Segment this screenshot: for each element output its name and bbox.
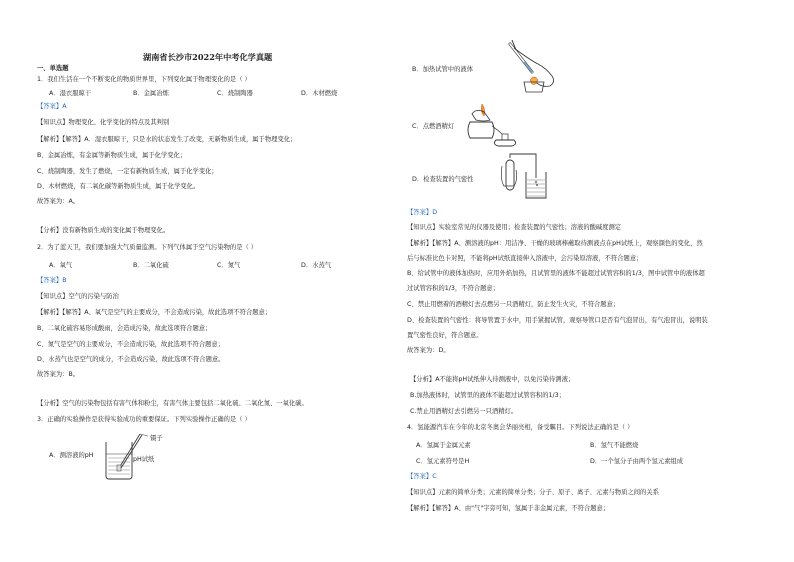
ph-paper-label: pH试纸 <box>133 456 155 463</box>
q1-answer: 【答案】A <box>37 103 67 110</box>
q1-option-a: A．湿衣服晾干 <box>49 90 92 97</box>
q3-knowledge: 【知识点】实验室常见的仪器及使用；检查装置的气密性；溶液的酸碱度测定 <box>407 224 622 231</box>
q2-knowledge: 【知识点】空气的污染与防治 <box>37 293 119 300</box>
q1-option-c: C．烧制陶器 <box>217 90 253 97</box>
q4-answer: 【答案】C <box>407 473 437 480</box>
lamps-figure <box>462 100 522 146</box>
q4-analysis: 【解析】【解答】A、由"气"字旁可知，氢属于非金属元素，不符合题意； <box>407 505 610 512</box>
q1-option-d: D．木材燃烧 <box>301 90 338 97</box>
q3-option-c: C．点燃酒精灯 <box>412 123 455 130</box>
q3-stem: 3．正确的实验操作是获得实验成功的重要保证。下列实验操作正确的是（ ） <box>37 416 251 423</box>
airtight-figure <box>492 152 552 202</box>
q3-option-d: D．检查装置的气密性 <box>412 176 474 183</box>
q4-option-b: B．氢气不能燃烧 <box>590 442 639 449</box>
q4-option-c: C．氢元素符号是H <box>416 458 470 465</box>
q2-option-b: B．二氧化硫 <box>133 262 169 269</box>
q2-final: 故答案为：B。 <box>37 371 80 378</box>
q3-option-a: A．测溶液的pH <box>49 452 94 459</box>
q4-option-d: D．一个氢分子由两个氢元素组成 <box>590 458 684 465</box>
q1-option-b: B．金属冶炼 <box>133 90 169 97</box>
q1-note: 【分析】没有新物质生成的变化属于物理变化。 <box>37 227 170 234</box>
q2-analysis-c: C、氮气是空气的主要成分，不会造成污染，故此选项不符合题意； <box>37 341 225 348</box>
q3-analysis-a2: 后与标准比色卡对照，不能将pH试纸直接伸入溶液中，会污染原溶液，不符合题意； <box>407 255 643 262</box>
q3-option-b: B．加热试管中的液体 <box>412 66 473 73</box>
q2-option-d: D．水蒸气 <box>301 262 332 269</box>
q4-knowledge: 【知识点】元素的简单分类；元素的简单分类；分子、原子、离子、元素与物质之间的关系 <box>407 489 659 496</box>
q2-answer: 【答案】B <box>37 277 67 284</box>
ph-test-figure <box>100 432 160 482</box>
q3-answer: 【答案】D <box>407 209 438 216</box>
q3-note-3: C.禁止用酒精灯去引燃另一只酒精灯。 <box>410 408 518 415</box>
section-heading: 一、单选题 <box>37 65 69 72</box>
q2-option-a: A．氧气 <box>49 262 73 269</box>
q2-note: 【分析】空气的污染物包括有害气体和粉尘，有害气体主要包括二氧化硫、二氧化氮、一氧化碳。 <box>37 400 308 407</box>
q3-note-1: 【分析】A不能将pH试纸伸入待测液中，以免污染待测液； <box>410 376 575 383</box>
q1-analysis-d: D、木材燃烧，有二氧化碳等新物质生成，属于化学变化。 <box>37 183 200 190</box>
q4-option-a: A．氢属于金属元素 <box>416 442 471 449</box>
tweezers-label: 镊子 <box>150 435 163 442</box>
q3-analysis-d2: 置气密性良好，符合题意。 <box>407 332 483 339</box>
q3-analysis-b1: B、给试管中的液体加热时，应用外焰加热，且试管里的液体不能超过试管容积的1/3，图中试管中的液体超 <box>407 270 705 277</box>
q3-analysis-c1: C、禁止用燃着的酒精灯去点燃另一只酒精灯，防止发生火灾，不符合题意； <box>407 301 620 308</box>
q3-analysis-d1: D、检查装置的气密性：将导管置于水中，用手紧握试管，观察导管口是否有气泡冒出，有气泡冒出，说明装 <box>407 317 708 324</box>
q2-analysis-d: D、水蒸气也是空气的成分，不会造成污染，故此选项不符合题意。 <box>37 356 225 363</box>
q3-analysis-a1: 【解析】【解答】A、测溶液的pH：用洁净、干燥的玻璃棒蘸取待测液点在pH试纸上，观察颜色的变化，然 <box>407 240 703 247</box>
q1-analysis-b: B、金属冶炼，有金属等新物质生成，属于化学变化； <box>37 152 187 159</box>
page-title: 湖南省长沙市2022年中考化学真题 <box>143 52 273 62</box>
q1-analysis: 【解析】【解答】A．湿衣服晾干，只是水的状态发生了改变，无新物质生成，属于物理变化； <box>37 136 297 143</box>
heating-tube-figure <box>490 36 560 94</box>
q1-analysis-c: C、烧制陶器，发生了燃烧，一定有新物质生成，属于化学变化； <box>37 168 218 175</box>
q2-option-c: C．氮气 <box>217 262 241 269</box>
q3-analysis-b2: 过试管容积的1/3，不符合题意； <box>407 285 499 292</box>
q2-analysis-b: B、二氧化硫容易形成酸雨，会造成污染，故此选项符合题意； <box>37 325 212 332</box>
q2-stem: 2．为了蓝天卫，我们要加强大气质量监测。下列气体属于空气污染物的是（ ） <box>37 244 258 251</box>
q3-final: 故答案为：D。 <box>407 347 450 354</box>
q1-final: 故答案为：A。 <box>37 198 80 205</box>
q4-stem: 4．氢能源汽车在今年的北京冬奥会华丽亮相，备受瞩目。下列说法正确的是（ ） <box>407 424 634 431</box>
q1-stem: 1．我们生活在一个不断变化的物质世界里，下列变化属于物理变化的是（ ） <box>37 76 251 83</box>
q2-analysis: 【解析】【解答】A、氧气是空气的主要成分，不会造成污染，故此选项不符合题意； <box>37 309 272 316</box>
q1-knowledge: 【知识点】物理变化、化学变化的特点及其判别 <box>37 119 170 126</box>
q3-note-2: B.加热液体时，试管里的液体不能超过试管容积的1/3； <box>410 392 565 399</box>
